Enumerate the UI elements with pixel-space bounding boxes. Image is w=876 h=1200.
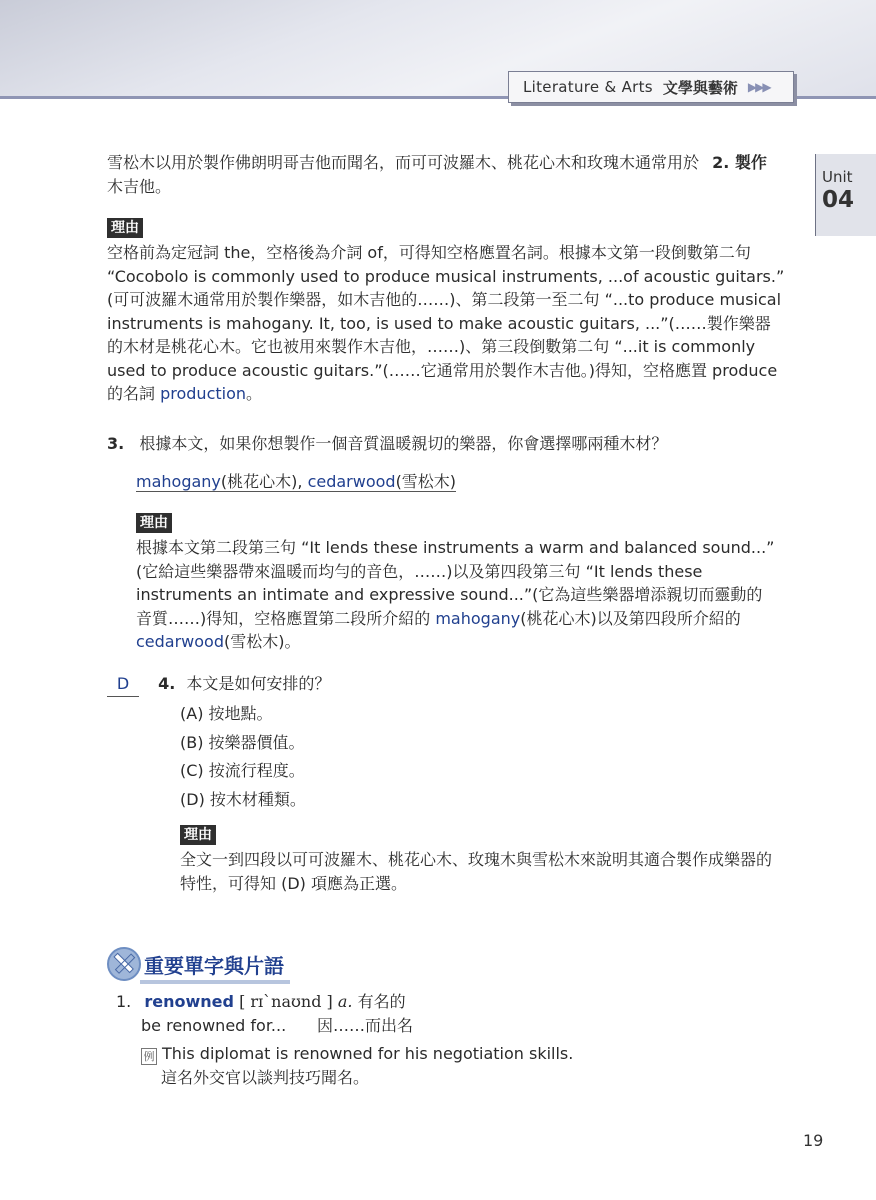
pencil-icon (107, 947, 141, 981)
q3-question (107, 432, 807, 456)
vocab-pos: a. (337, 992, 353, 1011)
vocab-meaning: 有名的 (357, 992, 406, 1011)
q2-translation-line1: 雪松木以用於製作佛朗明哥吉他而聞名，而可可波羅木、桃花心木和玫瑰木通常用於 2. 製作 (107, 153, 767, 172)
q2-translation-line2: 木吉他。 (107, 176, 172, 196)
q3-text: 根據本文，如果你想製作一個音質溫暖親切的樂器，你會選擇哪兩種木材？ (139, 434, 668, 453)
q4-reason-line: 全文一到四段以可可波羅木、桃花心木、玫瑰木與雪松木來說明其適合製作成樂器的 (180, 850, 773, 869)
q3-reason (136, 536, 800, 654)
q2-reason-line: (可可波羅木通常用於製作樂器，如木吉他的……)、第二段第一至二句 “...to produce musical (107, 290, 782, 309)
vocab-phrase: be renowned for... (141, 1016, 287, 1035)
section-title-zh: 文學與藝術 (662, 78, 738, 97)
answer-word: production (160, 384, 247, 403)
vocab-phonetic: [ rɪˋnaʊnd ] (239, 992, 333, 1011)
q4-number: 4. (158, 674, 176, 693)
reason-tag: 理由 (136, 513, 172, 533)
vocab-example-en: This diplomat is renowned for his negotiation skills. (162, 1044, 574, 1063)
vocab-item (116, 990, 406, 1014)
q3-reason-line: (它給這些樂器帶來溫暖而均勻的音色，……)以及第四段第三句 “It lends these (136, 561, 703, 581)
reason-tag: 理由 (180, 825, 216, 845)
unit-tab (815, 154, 876, 236)
example-icon: 例 (141, 1048, 157, 1065)
q3-reason-line: 音質……)得知，空格應置第二段所介紹的 mahogany(桃花心木)以及第四段所介紹的 (136, 608, 741, 628)
vocab-example-zh: 這名外交官以談判技巧聞名。 (161, 1068, 370, 1087)
vocab-example (141, 1042, 573, 1066)
q2-answer: 2. 製作 (712, 153, 767, 172)
q4-option: (C) 按流行程度。 (180, 761, 305, 780)
q3-answer-line: mahogany(桃花心木), cedarwood(雪松木) (136, 472, 457, 491)
section-title-en: Literature & Arts (523, 78, 653, 96)
vocab-phrase-row (141, 1014, 413, 1038)
q4-option: (B) 按樂器價值。 (180, 732, 305, 752)
vocab-word: renowned (144, 992, 234, 1011)
q3-answer-a: mahogany (136, 472, 221, 491)
reason-tag: 理由 (107, 218, 143, 238)
q2-reason-line: 的名詞 production。 (107, 384, 263, 403)
q2-reason-label (107, 215, 143, 239)
q3-reason-line: instruments an intimate and expressive sound...”(它為這些樂器增添親切而靈動的 (136, 585, 763, 604)
q3-reason-line: cedarwood(雪松木)。 (136, 632, 301, 651)
unit-label: Unit (822, 168, 853, 186)
q2-translation (107, 151, 807, 198)
q3-reason-line: 根據本文第二段第三句 “It lends these instruments a warm and balanced sound...” (136, 538, 775, 557)
q4-answer: D (107, 672, 139, 697)
q2-reason-line: “Cocobolo is commonly used to produce musical instruments, ...of acoustic guitars.” (107, 266, 785, 286)
vocab-phrase-meaning: 因……而出名 (317, 1016, 414, 1035)
q4-option: (D) 按木材種類。 (180, 789, 306, 809)
q3-number: 3. (107, 434, 125, 453)
q4-question (107, 672, 807, 697)
q2-reason-line: instruments is mahogany. It, too, is used to make acoustic guitars, ...”(……製作樂器 (107, 313, 771, 333)
vocab-item-number: 1. (116, 992, 132, 1011)
q3-reason-label (136, 510, 172, 534)
section-tab (508, 71, 794, 103)
q3-answer (136, 470, 456, 494)
q3-answer-b: cedarwood (307, 472, 396, 491)
q2-reason (107, 241, 799, 406)
arrows-icon: ▶▶▶ (747, 80, 770, 94)
unit-number: 04 (822, 187, 855, 213)
q2-reason-line: used to produce acoustic guitars.”(……它通常用於製作木吉他。)得知，空格應置 produce (107, 360, 778, 380)
q2-reason-line: 空格前為定冠詞 the，空格後為介詞 of，可得知空格應置名詞。根據本文第一段倒數第二句 (107, 243, 751, 262)
q4-option: (A) 按地點。 (180, 704, 273, 723)
q2-reason-line: 的木材是桃花心木。它也被用來製作木吉他，……)、第三段倒數第二句 “...it is commonly (107, 337, 756, 356)
page-number: 19 (803, 1131, 824, 1150)
vocab-section-title: 重要單字與片語 (144, 954, 284, 978)
q4-reason-line: 特性，可得知 (D) 項應為正選。 (180, 873, 407, 893)
q4-text: 本文是如何安排的？ (186, 674, 331, 693)
q4-reason-label (180, 822, 216, 846)
q4-reason (180, 848, 805, 895)
vocab-title-underline (140, 980, 290, 984)
q4-options (180, 700, 306, 814)
